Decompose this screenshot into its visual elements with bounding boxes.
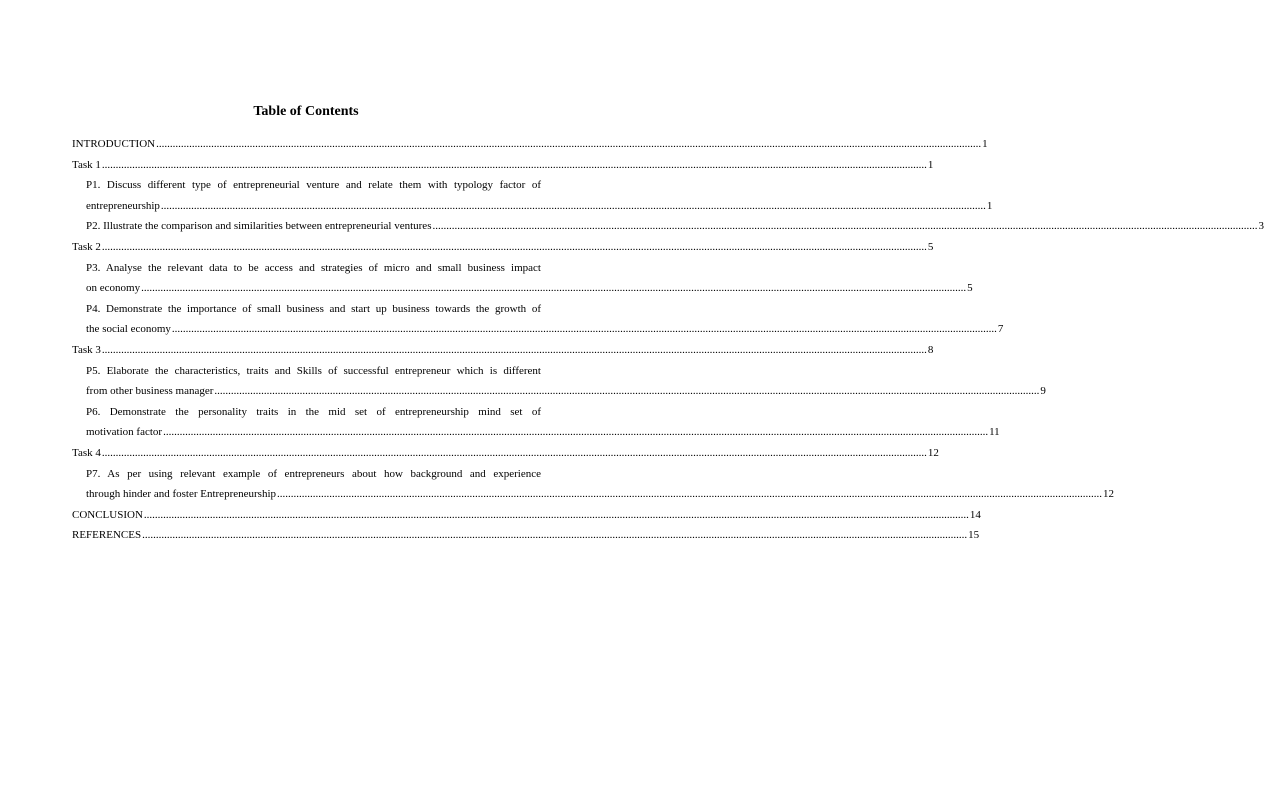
toc-entry-text: P1. Discuss different type of entrepreneurial venture and relate them with typology factor of: [86, 179, 541, 192]
toc-entry[interactable]: [72, 361, 1046, 402]
toc-entry[interactable]: [72, 299, 1004, 340]
toc-page-number: 9: [1040, 385, 1046, 398]
toc-page-number: 5: [927, 240, 934, 253]
toc-dot-leader: ............................................................................................................................................................................................................................................................................................................: [101, 343, 927, 356]
toc-dot-leader: ............................................................................................................................................................................................................................................................................................................: [101, 158, 927, 171]
toc-page-number: 1: [982, 138, 988, 150]
toc-entry-text: P5. Elaborate the characteristics, traits and Skills of successful entrepreneur which is different: [86, 364, 541, 377]
toc-entry-text: INTRODUCTION: [72, 138, 156, 150]
toc-page-number: 11: [989, 426, 1000, 439]
toc-page-number: 7: [997, 323, 1004, 336]
toc-entry[interactable]: [72, 175, 993, 216]
toc-entry-text: P4. Demonstrate the importance of small business and start up business towards the growth of: [86, 302, 541, 315]
toc-entry[interactable]: [72, 134, 988, 155]
toc-entry[interactable]: [72, 258, 973, 299]
toc-entry-text: on economy: [86, 282, 141, 295]
toc-entry-text: P6. Demonstrate the personality traits in the mid set of entrepreneurship mind set of: [86, 405, 541, 418]
toc-entry[interactable]: [72, 340, 934, 361]
toc-page-number: 5: [967, 282, 973, 295]
toc-entry-text: Task 1: [72, 158, 101, 171]
toc-page-number: 12: [1103, 488, 1114, 501]
toc-dot-leader: ............................................................................................................................................................................................................................................................................................................: [141, 282, 967, 295]
toc-page-number: 15: [968, 529, 980, 542]
toc-entry[interactable]: [72, 505, 981, 526]
toc-entry-text: REFERENCES: [72, 529, 142, 542]
toc-dot-leader: ............................................................................................................................................................................................................................................................................................................: [142, 529, 968, 542]
toc-dot-leader: ............................................................................................................................................................................................................................................................................................................: [160, 199, 986, 212]
toc-entry[interactable]: [72, 464, 1114, 505]
toc-entry[interactable]: [72, 216, 1264, 237]
toc-dot-leader: ............................................................................................................................................................................................................................................................................................................: [101, 446, 927, 459]
toc-entry[interactable]: [72, 237, 934, 258]
toc-dot-leader: ............................................................................................................................................................................................................................................................................................................: [156, 138, 982, 150]
toc-dot-leader: ............................................................................................................................................................................................................................................................................................................: [163, 426, 989, 439]
toc-entry-text: Task 2: [72, 240, 101, 253]
toc-entry-text: motivation factor: [86, 426, 163, 439]
toc-page-number: 8: [927, 343, 934, 356]
toc-entry-text: Task 3: [72, 343, 101, 356]
toc-page-number: 3: [1258, 220, 1264, 233]
toc-title: Table of Contents: [253, 104, 359, 119]
toc-entry-text: P3. Analyse the relevant data to be access and strategies of micro and small business impact: [86, 261, 541, 274]
toc-entry-text: P7. As per using relevant example of entrepreneurs about how background and experience: [86, 467, 541, 480]
toc-entry-text: CONCLUSION: [72, 508, 143, 521]
toc-entry-text: entrepreneurship: [86, 199, 160, 212]
toc-dot-leader: ............................................................................................................................................................................................................................................................................................................: [277, 488, 1102, 501]
toc-dot-leader: ............................................................................................................................................................................................................................................................................................................: [214, 385, 1040, 398]
toc-dot-leader: ............................................................................................................................................................................................................................................................................................................: [101, 240, 927, 253]
toc-dot-leader: ............................................................................................................................................................................................................................................................................................................: [432, 220, 1258, 233]
toc-list: [72, 134, 1264, 546]
toc-page-number: 14: [969, 508, 981, 521]
toc-entry-text: from other business manager: [86, 385, 214, 398]
toc-entry-text: Task 4: [72, 446, 101, 459]
toc-entry[interactable]: [72, 443, 939, 464]
toc-entry-text: the social economy: [86, 323, 171, 336]
toc-entry[interactable]: [72, 525, 980, 546]
toc-page-number: 1: [927, 158, 934, 171]
toc-entry[interactable]: [72, 402, 1000, 443]
toc-page-number: 1: [986, 199, 993, 212]
toc-entry[interactable]: [72, 155, 934, 176]
toc-entry-text: through hinder and foster Entrepreneurship: [86, 488, 276, 501]
toc-dot-leader: ............................................................................................................................................................................................................................................................................................................: [171, 323, 997, 336]
toc-dot-leader: ............................................................................................................................................................................................................................................................................................................: [143, 508, 969, 521]
toc-page-number: 12: [927, 446, 939, 459]
toc-entry-text: P2. Illustrate the comparison and similarities between entrepreneurial ventures: [86, 220, 432, 233]
